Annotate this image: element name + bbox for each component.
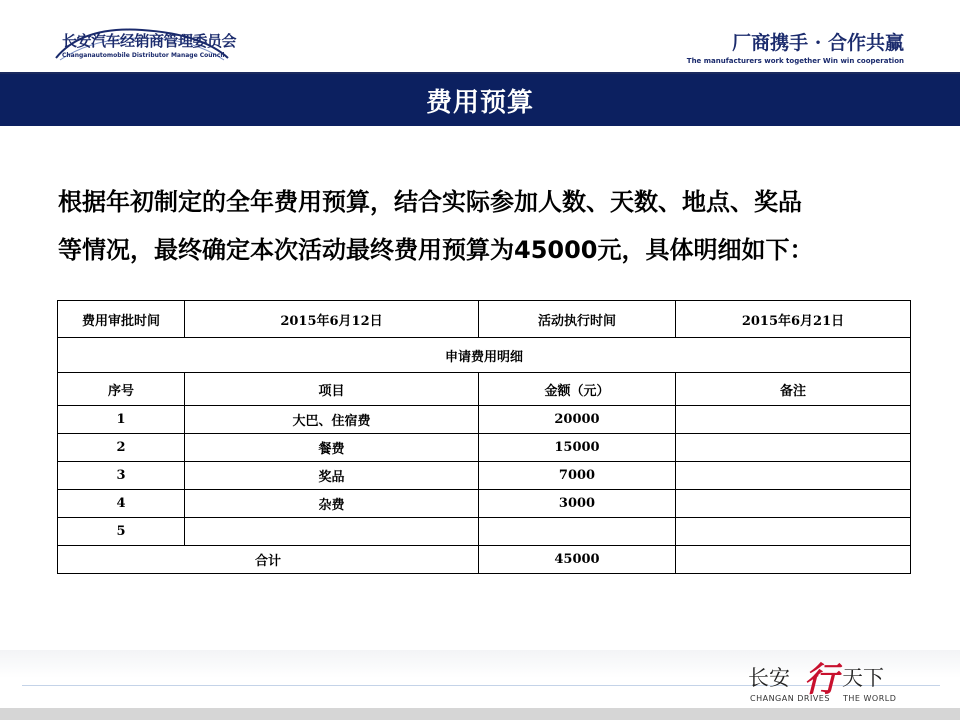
brand-left: 长安 [748,666,790,690]
brand-en-right: THE WORLD [843,694,897,703]
column-header-no: 序号 [58,373,185,406]
intro-line-2: 等情况，最终确定本次活动最终费用预算为45000元，具体明细如下： [58,236,814,264]
cell-no: 2 [58,434,185,462]
cell-note [676,406,911,434]
cell-item [185,518,479,546]
column-header-note: 备注 [676,373,911,406]
total-note [676,546,911,574]
cell-no: 5 [58,518,185,546]
total-amount: 45000 [479,546,676,574]
table-row [58,490,911,518]
table-row [58,462,911,490]
execution-date: 2015年6月21日 [676,301,911,338]
changan-brand-logo [748,652,898,708]
logo-text: 长安汽车经销商管理委员会 [62,32,237,50]
column-header-amount: 金额（元） [479,373,676,406]
slogan-cn: 厂商携手 · 合作共赢 [732,32,904,54]
total-label: 合计 [58,546,479,574]
approval-label: 费用审批时间 [58,301,185,338]
section-title: 申请费用明细 [58,338,911,373]
page-title: 费用预算 [425,87,534,118]
cell-note [676,434,911,462]
logo-subtext: Changanautomobile Distributor Manage Council [62,52,225,59]
brand-mid: 行 [804,660,838,700]
cell-no: 3 [58,462,185,490]
budget-table [57,300,911,574]
cell-item: 大巴、住宿费 [185,406,479,434]
table-row-meta [58,301,911,338]
header [0,0,960,74]
cell-amount: 7000 [479,462,676,490]
footer-strip [0,708,960,720]
cell-no: 4 [58,490,185,518]
slogan-en: The manufacturers work together Win win cooperation [686,57,904,65]
brand-en-left: CHANGAN DRIVES [750,694,830,703]
approval-date: 2015年6月12日 [185,301,479,338]
cell-item: 奖品 [185,462,479,490]
cell-amount: 15000 [479,434,676,462]
cell-no: 1 [58,406,185,434]
cell-item: 餐费 [185,434,479,462]
council-logo [52,24,237,66]
title-bar [0,74,960,126]
intro-line-1: 根据年初制定的全年费用预算，结合实际参加人数、天数、地点、奖品 [58,188,802,216]
intro-paragraph [58,178,918,274]
cell-note [676,490,911,518]
cell-item: 杂费 [185,490,479,518]
slogan [687,28,904,65]
cell-amount [479,518,676,546]
table-row [58,406,911,434]
cell-amount: 20000 [479,406,676,434]
cell-note [676,518,911,546]
table-row [58,434,911,462]
brand-right: 天下 [842,666,884,690]
table-total-row [58,546,911,574]
cell-note [676,462,911,490]
cell-amount: 3000 [479,490,676,518]
table-row-section [58,338,911,373]
column-header-item: 项目 [185,373,479,406]
table-header-row [58,373,911,406]
execution-label: 活动执行时间 [479,301,676,338]
table-row [58,518,911,546]
